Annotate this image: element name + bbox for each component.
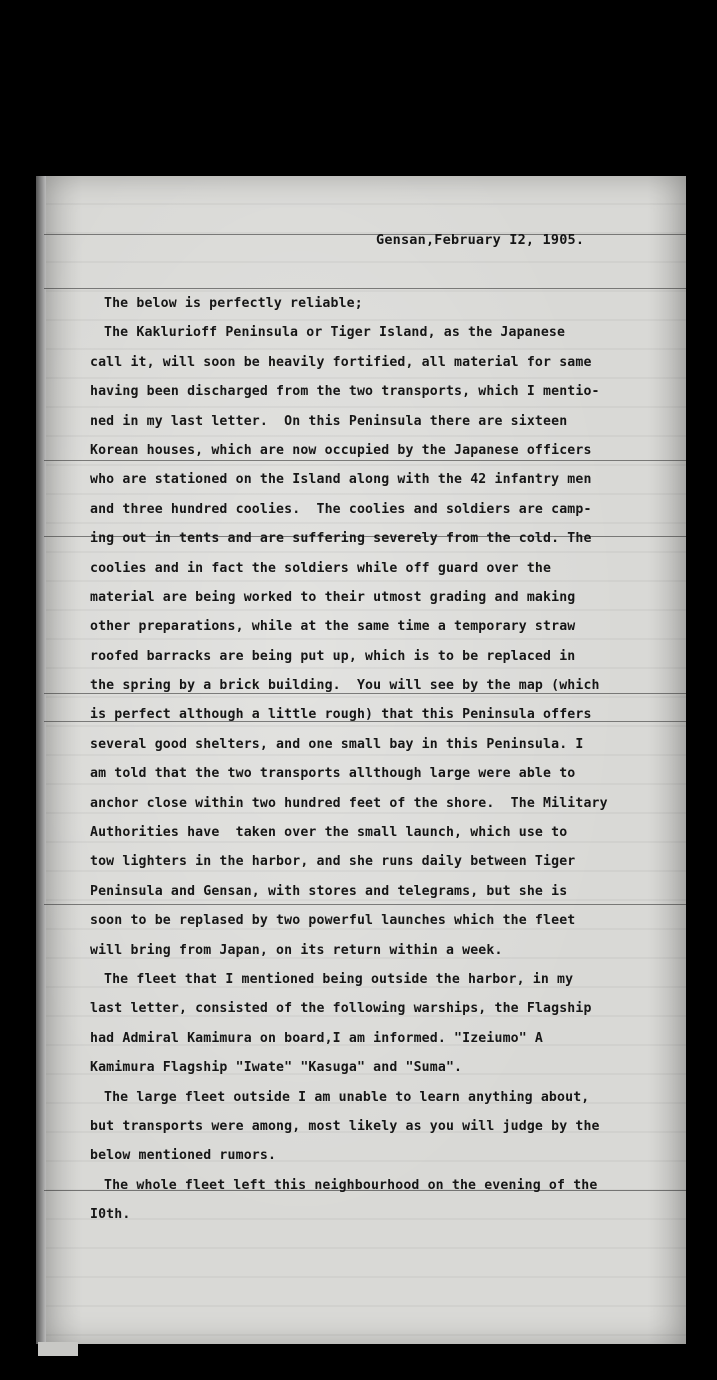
text-line: tow lighters in the harbor, and she runs daily between Tiger (90, 854, 576, 870)
text-line: other preparations, while at the same time a temporary straw (90, 619, 576, 635)
text-line: ned in my last letter. On this Peninsula there are sixteen (90, 413, 568, 429)
letter-page (44, 176, 686, 1344)
text-line: but transports were among, most likely as you will judge by the (90, 1118, 600, 1134)
text-line: will bring from Japan, on its return within a week. (90, 942, 503, 958)
text-line: soon to be replased by two powerful launches which the fleet (90, 913, 576, 929)
letter-dateline: Gensan,February I2, 1905. (376, 232, 585, 248)
text-line: call it, will soon be heavily fortified, all material for same (90, 354, 592, 370)
text-line: The Kaklurioff Peninsula or Tiger Island, as the Japanese (104, 325, 566, 341)
text-line: roofed barracks are being put up, which is to be replaced in (90, 648, 576, 664)
text-line: had Admiral Kamimura on board,I am informed. "Izeiumo" A (90, 1030, 544, 1046)
text-line: Korean houses, which are now occupied by the Japanese officers (90, 442, 592, 458)
text-line: the spring by a brick building. You will see by the map (which (90, 678, 600, 694)
text-line: The large fleet outside I am unable to learn anything about, (104, 1089, 590, 1105)
text-line: I0th. (90, 1207, 131, 1223)
text-line: below mentioned rumors. (90, 1148, 277, 1164)
text-line: Kamimura Flagship "Iwate" "Kasuga" and "Suma". (90, 1060, 463, 1076)
text-line: anchor close within two hundred feet of the shore. The Military (90, 795, 608, 811)
text-line: several good shelters, and one small bay in this Peninsula. I (90, 736, 584, 752)
text-line: Authorities have taken over the small launch, which use to (90, 825, 568, 841)
text-line: coolies and in fact the soldiers while off guard over the (90, 560, 552, 576)
text-line: and three hundred coolies. The coolies and soldiers are camp- (90, 501, 592, 517)
ruled-line (44, 234, 686, 235)
text-line: am told that the two transports allthough large were able to (90, 766, 576, 782)
text-line: The below is perfectly reliable; (104, 296, 363, 311)
text-line: The fleet that I mentioned being outside the harbor, in my (104, 971, 574, 987)
letter-body (90, 289, 670, 1230)
text-line: ing out in tents and are suffering severely from the cold. The (90, 531, 592, 547)
text-line: is perfect although a little rough) that this Peninsula offers (90, 707, 592, 723)
text-line: Peninsula and Gensan, with stores and telegrams, but she is (90, 883, 568, 899)
text-line: last letter, consisted of the following warships, the Flagship (90, 1001, 592, 1017)
text-line: having been discharged from the two transports, which I mentio- (90, 384, 600, 400)
text-line: who are stationed on the Island along with the 42 infantry men (90, 472, 592, 488)
text-line: The whole fleet left this neighbourhood on the evening of the (104, 1177, 598, 1193)
text-line: material are being worked to their utmost grading and making (90, 589, 576, 605)
